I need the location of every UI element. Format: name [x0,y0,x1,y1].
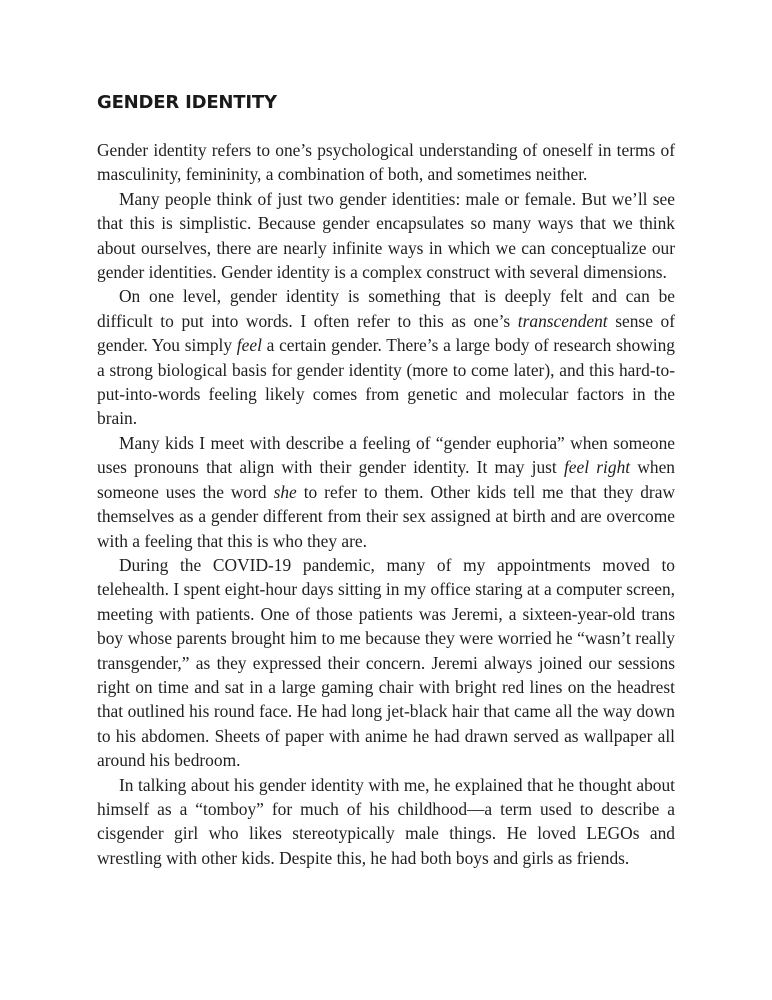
text-run: when someone uses the word [97,457,675,502]
paragraph [97,187,675,285]
paragraph [97,553,675,773]
body-text [97,138,675,870]
italic-text: feel [236,335,262,356]
text-run: to refer to them. Other kids tell me that they draw themselves as a gender different from their sex assigned at birth and are overcome with a feeling that this is who they are. [97,481,675,551]
text-run: sense of gender. You simply [97,310,676,356]
paragraph [97,431,675,553]
paragraph [97,284,675,430]
text-run: During the COVID-19 pandemic, many of my appointments moved to telehealth. I spent eight-hour days sitting in my office staring at a computer screen, meeting with patients. One of those patients was Jeremi, a sixteen-year-old trans boy whose parents brought him to me because they were worried he “wasn’t really transgender,” as they expressed their concern. Jeremi always joined our sessions right on time and sat in a large gaming chair with bright red lines on the headrest that outlined his round face. He had long jet-black hair that came all the way down to his abdomen. Sheets of paper with anime he had drawn served as wallpaper all around his bedroom. [97,554,675,771]
italic-text: transcendent [517,310,608,331]
text-run: Many kids I meet with describe a feeling of “gender euphoria” when someone uses pronouns that align with their gender identity. It may just [97,432,675,478]
text-run: On one level, gender identity is something that is deeply felt and can be difficult to put into words. I often refer to this as one’s [97,286,675,331]
text-run: In talking about his gender identity with me, he explained that he thought about himself as a “tomboy” for much of his childhood—a term used to describe a cisgender girl who likes stereotypically male things. He loved LEGOs and wrestling with other kids. Despite this, he had both boys and girls as friends. [97,774,675,868]
text-run: a certain gender. There’s a large body of research showing a strong biological basis for gender identity (more to come later), and this hard-to-put-into-words feeling likely comes from genetic and molecular factors in the brain. [97,335,676,429]
page-body [97,90,675,870]
text-run: Many people think of just two gender identities: male or female. But we’ll see that this is simplistic. Because gender encapsulates so many ways that we think about ourselves, there are nearly infinite ways in which we can conceptualize our gender identities. Gender identity is a complex construct with several dimensions. [97,188,675,283]
section-heading: GENDER IDENTITY [97,92,277,113]
text-run: Gender identity refers to one’s psychological understanding of oneself in terms of masculinity, femininity, a combination of both, and sometimes neither. [97,140,675,185]
paragraph [97,773,675,871]
italic-text: she [273,481,297,502]
paragraph [97,138,675,187]
italic-text: feel right [563,457,631,478]
